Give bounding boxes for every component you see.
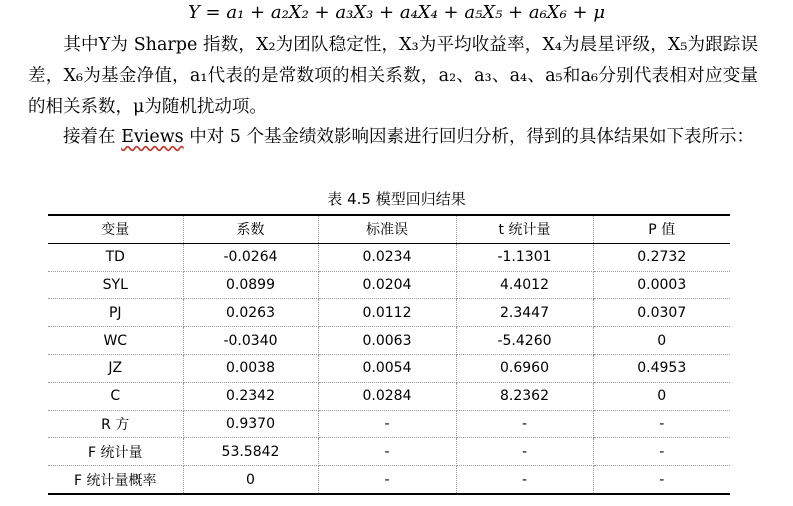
cell-variable: PJ [48,299,183,327]
cell-std-error: 0.0234 [318,243,456,271]
paragraph2-after: 中对 5 个基金绩效影响因素进行回归分析，得到的具体结果如下表所示： [183,127,754,147]
formula-rhs: a₁ + a₂X₂ + a₃X₃ + a₄X₄ + a₅X₅ + a₆X₆ + μ [226,2,606,23]
header-p-value: P 值 [593,215,730,243]
analysis-intro-paragraph [28,122,758,153]
cell-t-statistic: - [456,466,593,494]
cell-p-value: 0 [593,327,730,355]
cell-t-statistic: - [456,410,593,438]
table-row [48,382,730,410]
cell-coefficient: 0.9370 [183,410,318,438]
table-row [48,354,730,382]
cell-variable: SYL [48,271,183,299]
cell-std-error: 0.0054 [318,354,456,382]
cell-coefficient: 0 [183,466,318,494]
cell-std-error: 0.0063 [318,327,456,355]
variable-definition-paragraph [28,30,758,123]
table-row [48,410,730,438]
cell-variable: R 方 [48,410,183,438]
cell-p-value: 0.0307 [593,299,730,327]
cell-t-statistic: 0.6960 [456,354,593,382]
cell-coefficient: -0.0264 [183,243,318,271]
cell-variable: JZ [48,354,183,382]
table-row [48,327,730,355]
cell-p-value: 0 [593,382,730,410]
cell-p-value: 0.0003 [593,271,730,299]
header-coefficient: 系数 [183,215,318,243]
cell-p-value: - [593,410,730,438]
cell-coefficient: 0.0263 [183,299,318,327]
cell-coefficient: 0.0038 [183,354,318,382]
cell-coefficient: 0.2342 [183,382,318,410]
cell-std-error: - [318,466,456,494]
table-row [48,271,730,299]
cell-coefficient: 0.0899 [183,271,318,299]
table-row [48,438,730,466]
table-row [48,243,730,271]
cell-coefficient: 53.5842 [183,438,318,466]
cell-p-value: 0.4953 [593,354,730,382]
regression-results-table [48,214,730,495]
cell-coefficient: -0.0340 [183,327,318,355]
paragraph2-before: 接着在 [63,127,122,147]
paragraph1-text: 其中Y为 Sharpe 指数，X₂为团队稳定性，X₃为平均收益率，X₄为晨星评级，X₅为跟踪误差，X₆为基金净值，a₁代表的是常数项的相关系数，a₂、a₃、a₄、a₅和a₆分别代表相对应变量的相关系数，μ为随机扰动项。 [28,35,758,117]
cell-p-value: - [593,466,730,494]
cell-std-error: 0.0204 [318,271,456,299]
cell-variable: F 统计量 [48,438,183,466]
cell-t-statistic: -5.4260 [456,327,593,355]
cell-std-error: - [318,438,456,466]
cell-std-error: 0.0284 [318,382,456,410]
cell-t-statistic: 8.2362 [456,382,593,410]
table-row [48,466,730,494]
cell-variable: TD [48,243,183,271]
header-variable: 变量 [48,215,183,243]
table-caption: 表 4.5 模型回归结果 [327,190,466,208]
regression-formula [0,2,793,24]
table-header-row [48,215,730,243]
table-row [48,299,730,327]
software-name: Eviews [121,127,184,147]
cell-t-statistic: -1.1301 [456,243,593,271]
header-std-error: 标准误 [318,215,456,243]
header-t-statistic: t 统计量 [456,215,593,243]
cell-variable: C [48,382,183,410]
cell-variable: WC [48,327,183,355]
cell-p-value: - [593,438,730,466]
cell-t-statistic: 4.4012 [456,271,593,299]
cell-std-error: - [318,410,456,438]
cell-std-error: 0.0112 [318,299,456,327]
formula-equals: = [199,2,227,23]
cell-t-statistic: 2.3447 [456,299,593,327]
cell-t-statistic: - [456,438,593,466]
cell-p-value: 0.2732 [593,243,730,271]
cell-variable: F 统计量概率 [48,466,183,494]
formula-lhs: Y [187,2,200,23]
